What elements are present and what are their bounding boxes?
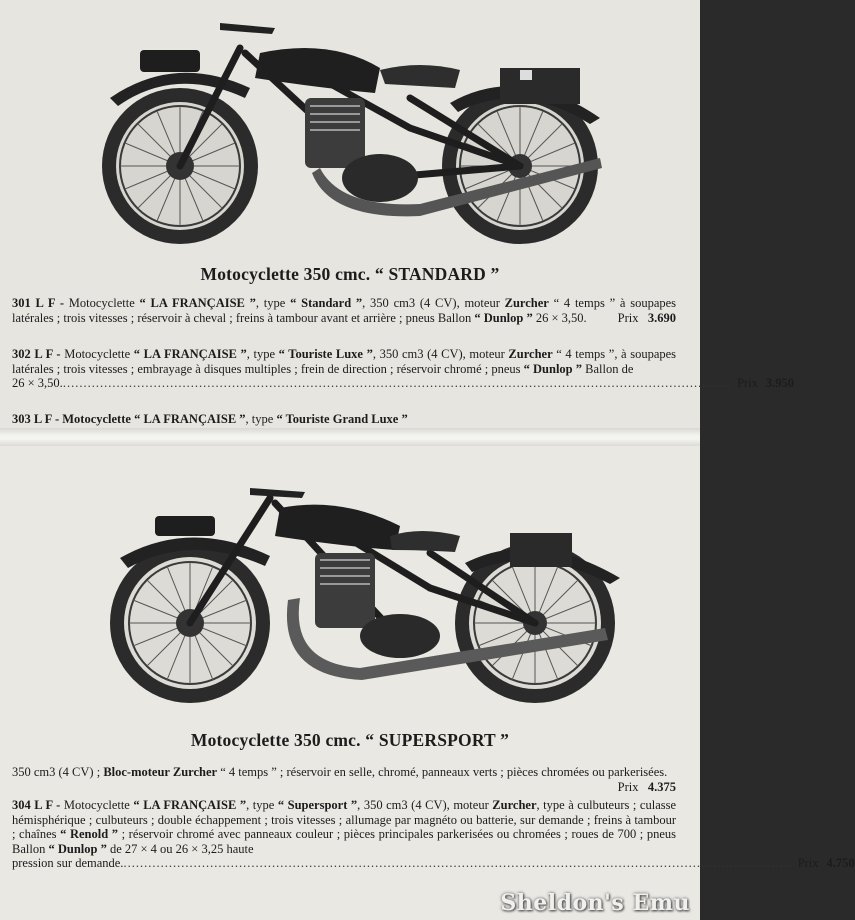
entry-code: 301 L F - (12, 296, 65, 310)
catalogue-entry-continuation (12, 765, 676, 794)
engine-name: Bloc-moteur Zurcher (103, 765, 218, 779)
entry-label: Motocyclette (62, 412, 131, 426)
spec-text: , 350 cm3 (4 CV), moteur (372, 347, 505, 361)
tyre-brand: “ Dunlop ” (474, 310, 533, 325)
price-value: 4.375 (647, 779, 676, 794)
brand-name: “ LA FRANÇAISE ” (134, 412, 246, 426)
price-block (798, 856, 855, 871)
price-label: Prix (797, 856, 819, 870)
entry-label: Motocyclette (63, 798, 130, 812)
model-name: “ Touriste Luxe ” (278, 347, 373, 361)
brand-name: “ LA FRANÇAISE ” (133, 347, 247, 361)
standard-caption: Motocyclette 350 cmc. “ STANDARD ” (200, 264, 500, 284)
type-label: , type (246, 347, 276, 361)
tyre-size: 26 × 3,50. (12, 376, 63, 390)
price-value: 3.950 (765, 376, 795, 390)
catalogue-entry-303 (12, 412, 676, 426)
price-label: Prix (617, 779, 639, 794)
model-name: “ Standard ” (290, 296, 363, 310)
leader-dots: .................................................................................................................................................................. (62, 376, 732, 390)
type-label: , type (255, 296, 286, 310)
spec-text: “ 4 temps ” ; réservoir en selle, chromé, panneaux verts ; pièces chromées ou parkerisées. (220, 765, 668, 779)
supersport-motorcycle-illustration (100, 478, 640, 718)
spec-text: 350 cm3 (4 CV) ; (12, 765, 101, 779)
catalogue-entry-304 (12, 798, 855, 871)
site-watermark: Sheldon's Emu (500, 890, 690, 916)
price-block (618, 780, 676, 795)
price-label: Prix (617, 310, 639, 325)
entry-code: 304 L F - (12, 798, 61, 812)
price-row (12, 856, 855, 871)
type-label: , type (246, 798, 275, 812)
type-label: , type (245, 412, 274, 426)
price-block (618, 311, 676, 326)
price-row (12, 376, 795, 391)
brand-name: “ LA FRANÇAISE ” (133, 798, 247, 812)
spec-text: de 27 × 4 ou 26 × 3,25 haute (109, 841, 254, 856)
page-divider (0, 428, 700, 446)
spec-text: pression sur demande. (12, 856, 124, 870)
brand-name: “ LA FRANÇAISE ” (139, 296, 256, 310)
entry-code: 302 L F - (12, 347, 61, 361)
supersport-caption: Motocyclette 350 cmc. “ SUPERSPORT ” (190, 730, 510, 750)
spec-text: , 350 cm3 (4 CV), moteur (357, 798, 489, 812)
catalogue-page-top (0, 0, 795, 428)
chain-brand: “ Renold ” (60, 827, 119, 841)
spec-text: , type à culbuteurs ; culasse hémisphérique ; culbuteurs ; double échappement ; trois vitesses ; allumage par magnéto ou batterie, sur demande ; freins à tambour ; chaînes (12, 798, 677, 841)
entry-label: Motocyclette (68, 296, 135, 310)
engine-name: Zurcher (492, 798, 537, 812)
model-name: “ Touriste Grand Luxe ” (276, 412, 408, 426)
price-value: 3.690 (647, 310, 676, 325)
catalogue-entry-302 (12, 347, 795, 391)
tyre-brand: “ Dunlop ” (523, 361, 583, 376)
entry-label: Motocyclette (64, 347, 131, 361)
standard-motorcycle-illustration (80, 8, 640, 258)
spec-text: ; réservoir chromé avec panneaux couleur ; pièces principales parkerisées ou chromées ; roues de 700 ; pneus Ballon (12, 827, 677, 856)
price-value: 4.750 (826, 856, 855, 870)
model-name: “ Supersport ” (277, 798, 358, 812)
spec-text: “ 4 temps ” à soupapes latérales ; trois vitesses ; réservoir à cheval ; freins à tambour avant et arrière ; pneus Ballon (12, 296, 677, 325)
spec-text: Ballon de (585, 361, 634, 376)
spec-text: , 350 cm3 (4 CV), moteur (362, 296, 500, 310)
leader-dots: .................................................................................................................................................................. (123, 856, 792, 870)
price-block (737, 376, 794, 391)
catalogue-entry-301 (12, 296, 676, 325)
engine-name: Zurcher (508, 347, 553, 361)
tyre-size: 26 × 3,50. (535, 310, 587, 325)
spec-text: “ 4 temps ”, à soupapes latérales ; trois vitesses ; embrayage à disques multiples ; frein de direction ; réservoir chromé ; pneus (12, 347, 677, 376)
engine-name: Zurcher (504, 296, 549, 310)
entry-code: 303 L F - (12, 412, 60, 426)
price-label: Prix (737, 376, 758, 390)
tyre-brand: “ Dunlop ” (48, 841, 107, 856)
